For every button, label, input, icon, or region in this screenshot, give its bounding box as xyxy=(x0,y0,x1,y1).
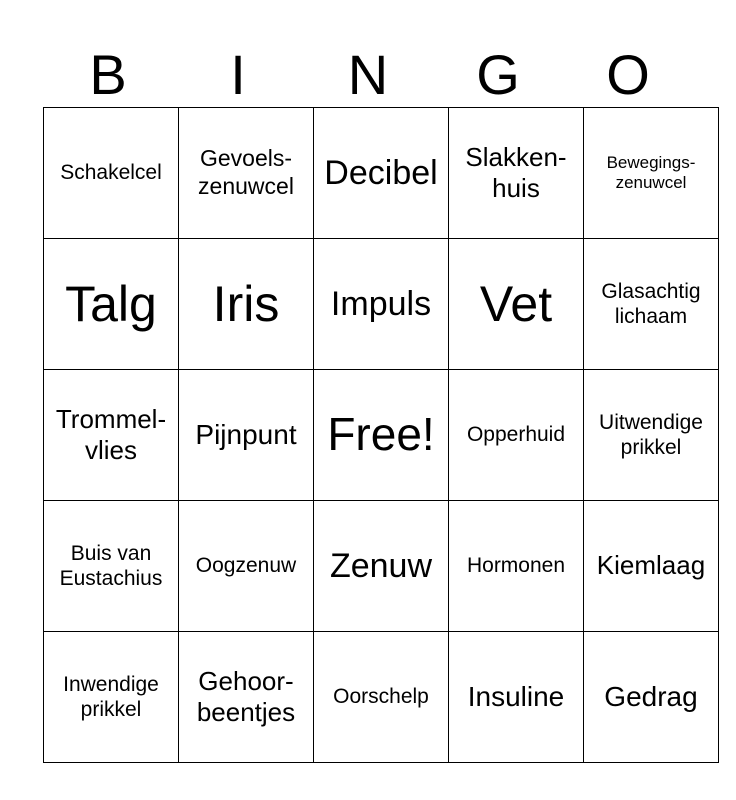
bingo-cell[interactable]: Decibel xyxy=(314,108,449,239)
grid-row xyxy=(44,239,719,370)
free-cell[interactable]: Free! xyxy=(314,370,449,501)
bingo-cell[interactable]: Hormonen xyxy=(449,501,584,632)
bingo-cell[interactable]: Opperhuid xyxy=(449,370,584,501)
header-letter-i: I xyxy=(230,43,246,106)
grid-row xyxy=(44,370,719,501)
bingo-cell[interactable]: Talg xyxy=(44,239,179,370)
grid-row xyxy=(44,108,719,239)
bingo-cell[interactable]: Inwendige prikkel xyxy=(44,632,179,763)
bingo-cell[interactable]: Trommel- vlies xyxy=(44,370,179,501)
bingo-cell[interactable]: Bewegings- zenuwcel xyxy=(584,108,719,239)
grid-row xyxy=(44,632,719,763)
bingo-cell[interactable]: Slakken- huis xyxy=(449,108,584,239)
bingo-cell[interactable]: Iris xyxy=(179,239,314,370)
header-letter-n: N xyxy=(347,43,389,106)
bingo-card-grid xyxy=(43,107,719,763)
bingo-cell[interactable]: Gedrag xyxy=(584,632,719,763)
header-letter-g: G xyxy=(476,43,520,106)
bingo-cell[interactable]: Uitwendige prikkel xyxy=(584,370,719,501)
bingo-cell[interactable]: Pijnpunt xyxy=(179,370,314,501)
bingo-cell[interactable]: Gehoor- beentjes xyxy=(179,632,314,763)
bingo-cell[interactable]: Insuline xyxy=(449,632,584,763)
bingo-cell[interactable]: Buis van Eustachius xyxy=(44,501,179,632)
bingo-cell[interactable]: Glasachtig lichaam xyxy=(584,239,719,370)
bingo-cell[interactable]: Schakelcel xyxy=(44,108,179,239)
bingo-cell[interactable]: Oogzenuw xyxy=(179,501,314,632)
grid-row xyxy=(44,501,719,632)
bingo-cell[interactable]: Gevoels- zenuwcel xyxy=(179,108,314,239)
bingo-cell[interactable]: Vet xyxy=(449,239,584,370)
bingo-cell[interactable]: Impuls xyxy=(314,239,449,370)
bingo-cell[interactable]: Kiemlaag xyxy=(584,501,719,632)
bingo-cell[interactable]: Oorschelp xyxy=(314,632,449,763)
bingo-header xyxy=(43,44,693,106)
header-letter-o: O xyxy=(606,43,650,106)
header-letter-b: B xyxy=(89,43,127,106)
bingo-cell[interactable]: Zenuw xyxy=(314,501,449,632)
